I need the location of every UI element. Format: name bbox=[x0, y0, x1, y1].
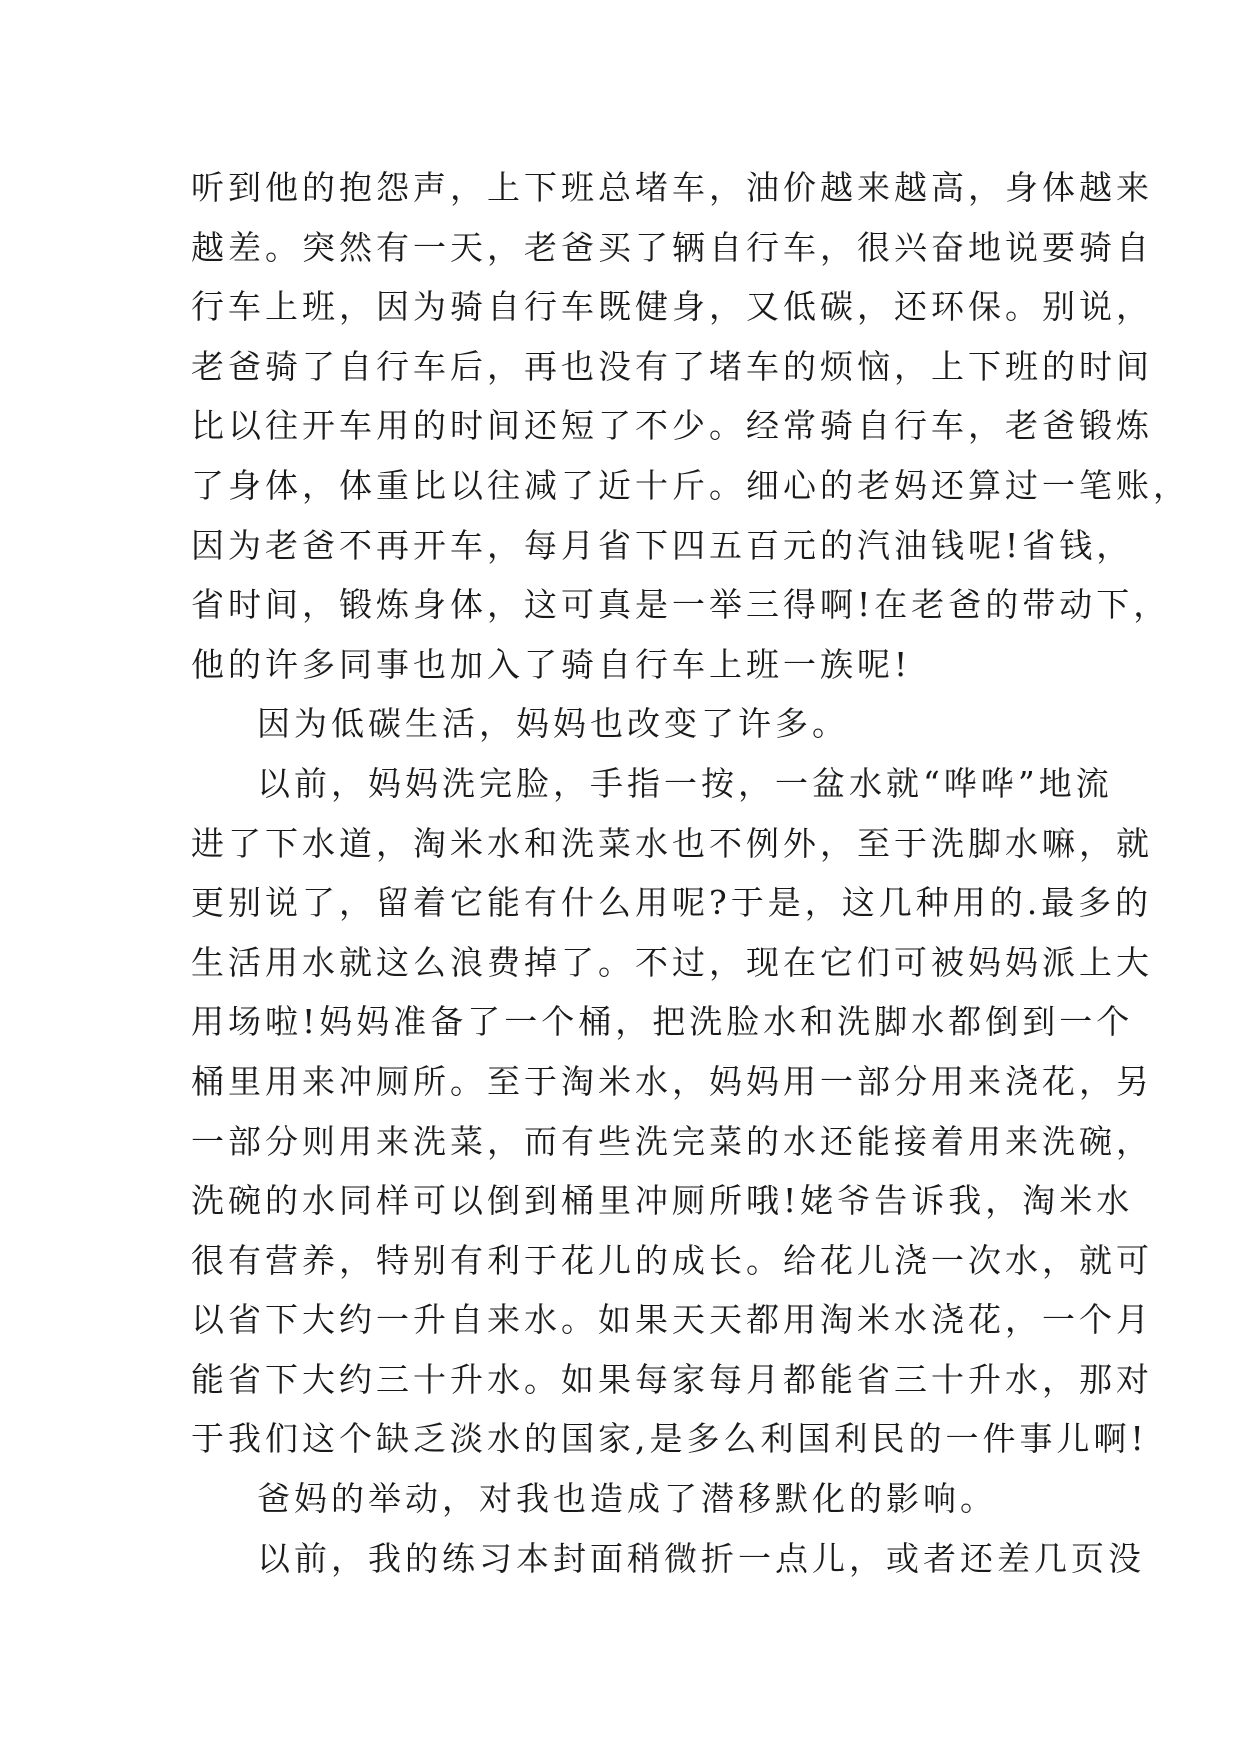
text-line-9: 他的许多同事也加入了骑自行车上班一族呢! bbox=[191, 644, 912, 684]
text-line-12: 进了下水道，淘米水和洗菜水也不例外，至于洗脚水嘛，就 bbox=[191, 823, 1153, 863]
text-line-6: 了身体，体重比以往减了近十斤。细心的老妈还算过一笔账， bbox=[191, 465, 1190, 505]
text-line-8: 省时间，锻炼身体，这可真是一举三得啊!在老爸的带动下， bbox=[191, 585, 1171, 625]
document-body bbox=[191, 158, 1190, 1588]
text-line-5: 比以往开车用的时间还短了不少。经常骑自行车，老爸锻炼 bbox=[191, 406, 1153, 446]
text-line-3: 行车上班，因为骑自行车既健身，又低碳，还环保。别说， bbox=[191, 287, 1153, 327]
text-line-24: 以前，我的练习本封面稍微折一点儿，或者还差几页没 bbox=[257, 1538, 1145, 1578]
text-line-16: 桶里用来冲厕所。至于淘米水，妈妈用一部分用来浇花，另 bbox=[191, 1061, 1153, 1101]
text-line-14: 生活用水就这么浪费掉了。不过，现在它们可被妈妈派上大 bbox=[191, 942, 1153, 982]
text-line-7: 因为老爸不再开车，每月省下四五百元的汽油钱呢!省钱， bbox=[191, 525, 1134, 565]
text-line-19: 很有营养，特别有利于花儿的成长。给花儿浇一次水，就可 bbox=[191, 1240, 1153, 1280]
text-line-4: 老爸骑了自行车后，再也没有了堵车的烦恼，上下班的时间 bbox=[191, 346, 1153, 386]
text-line-23: 爸妈的举动，对我也造成了潜移默化的影响。 bbox=[257, 1479, 997, 1519]
text-line-17: 一部分则用来洗菜，而有些洗完菜的水还能接着用来洗碗， bbox=[191, 1121, 1153, 1161]
text-line-15: 用场啦!妈妈准备了一个桶，把洗脸水和洗脚水都倒到一个 bbox=[191, 1002, 1134, 1042]
text-line-18: 洗碗的水同样可以倒到桶里冲厕所哦!姥爷告诉我，淘米水 bbox=[191, 1181, 1134, 1221]
text-line-21: 能省下大约三十升水。如果每家每月都能省三十升水，那对 bbox=[191, 1359, 1153, 1399]
text-line-22: 于我们这个缺乏淡水的国家,是多么利国利民的一件事儿啊! bbox=[191, 1419, 1148, 1459]
text-line-13: 更别说了，留着它能有什么用呢?于是，这几种用的.最多的 bbox=[191, 883, 1153, 923]
text-line-10: 因为低碳生活，妈妈也改变了许多。 bbox=[257, 704, 849, 744]
text-line-1: 听到他的抱怨声，上下班总堵车，油价越来越高，身体越来 bbox=[191, 168, 1153, 207]
text-line-2: 越差。突然有一天，老爸买了辆自行车，很兴奋地说要骑自 bbox=[191, 227, 1153, 267]
text-line-20: 以省下大约一升自来水。如果天天都用淘米水浇花，一个月 bbox=[191, 1300, 1153, 1340]
text-line-11: 以前，妈妈洗完脸，手指一按，一盆水就“哗哗”地流 bbox=[257, 763, 1113, 803]
